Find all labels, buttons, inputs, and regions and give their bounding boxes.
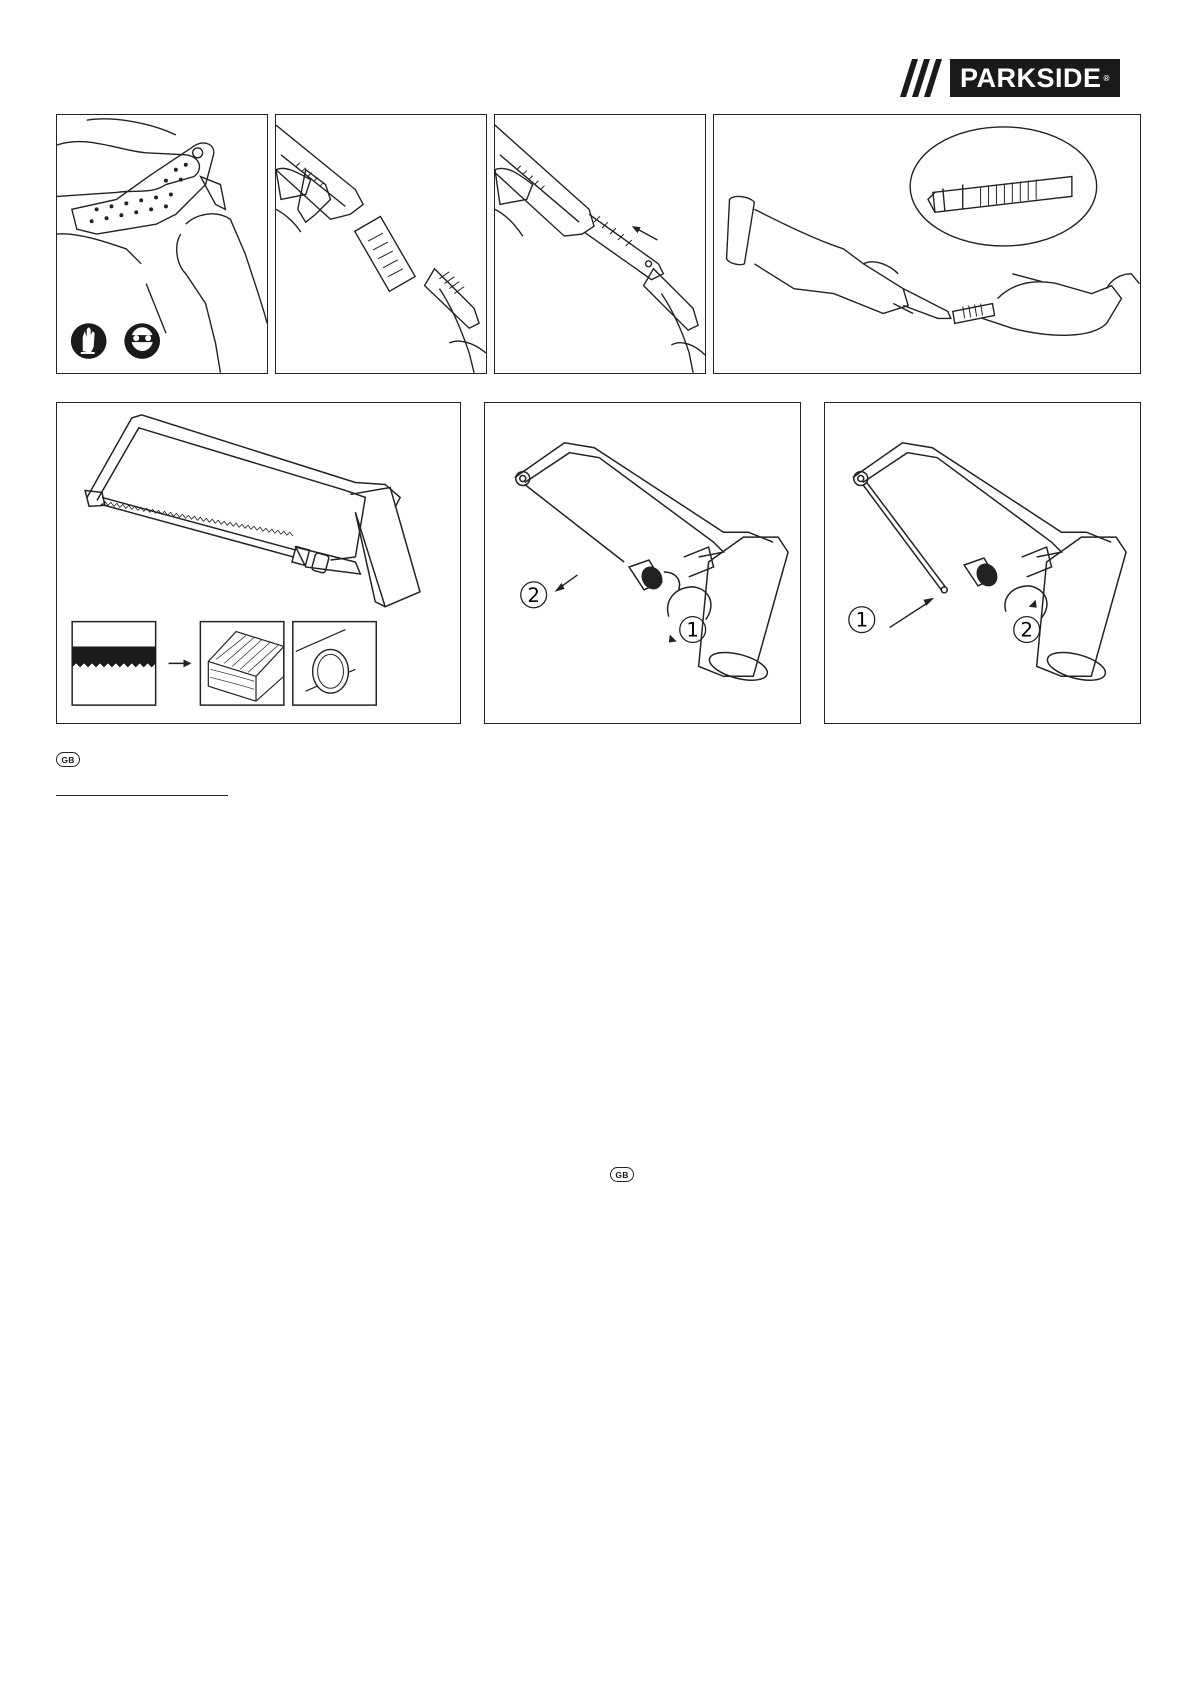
step-2-marker (1014, 600, 1040, 643)
registered-mark: ® (1103, 73, 1110, 83)
eye-protection-mandatory-icon (124, 323, 160, 359)
step-2-label: 2 (1020, 618, 1034, 642)
remove-blade-illustration (276, 115, 486, 373)
pliers-illustration (714, 115, 1140, 373)
language-badge-gb: GB (610, 1167, 634, 1182)
figure-remove-blade-panel (275, 114, 487, 374)
logo-wordmark (950, 59, 1120, 97)
pipe-material-icon (293, 622, 376, 705)
step-2-marker (521, 575, 578, 608)
break-blade-illustration (57, 115, 267, 373)
insert-blade-illustration (495, 115, 705, 373)
wood-material-icon (200, 622, 283, 705)
blade-teeth-icon (72, 622, 155, 705)
step-2-label: 2 (527, 583, 541, 607)
step-1-marker (849, 598, 934, 633)
figure-pliers-panel (713, 114, 1141, 374)
arrow-right-icon (169, 659, 192, 667)
step-1-marker (669, 617, 706, 643)
insert-direction-arrow-icon (632, 226, 658, 240)
loosen-blade-illustration (485, 403, 800, 723)
gloves-mandatory-icon (71, 323, 107, 359)
figure-insert-blade-panel (494, 114, 706, 374)
step-1-label: 1 (855, 608, 869, 632)
step-1-label: 1 (686, 618, 700, 642)
brand-name: PARKSIDE (960, 62, 1102, 93)
section-divider (56, 795, 228, 796)
parkside-logo (900, 58, 1140, 98)
hacksaw-overview-illustration (57, 403, 460, 723)
logo-stripes-icon (900, 59, 946, 97)
figure-insert-hacksaw-blade-panel (824, 402, 1141, 724)
figure-loosen-blade-panel (484, 402, 801, 724)
detail-magnifier (910, 127, 1097, 246)
insert-hacksaw-blade-illustration (825, 403, 1140, 723)
figure-break-blade-panel (56, 114, 268, 374)
language-badge-gb: GB (56, 752, 80, 767)
figure-hacksaw-overview-panel (56, 402, 461, 724)
